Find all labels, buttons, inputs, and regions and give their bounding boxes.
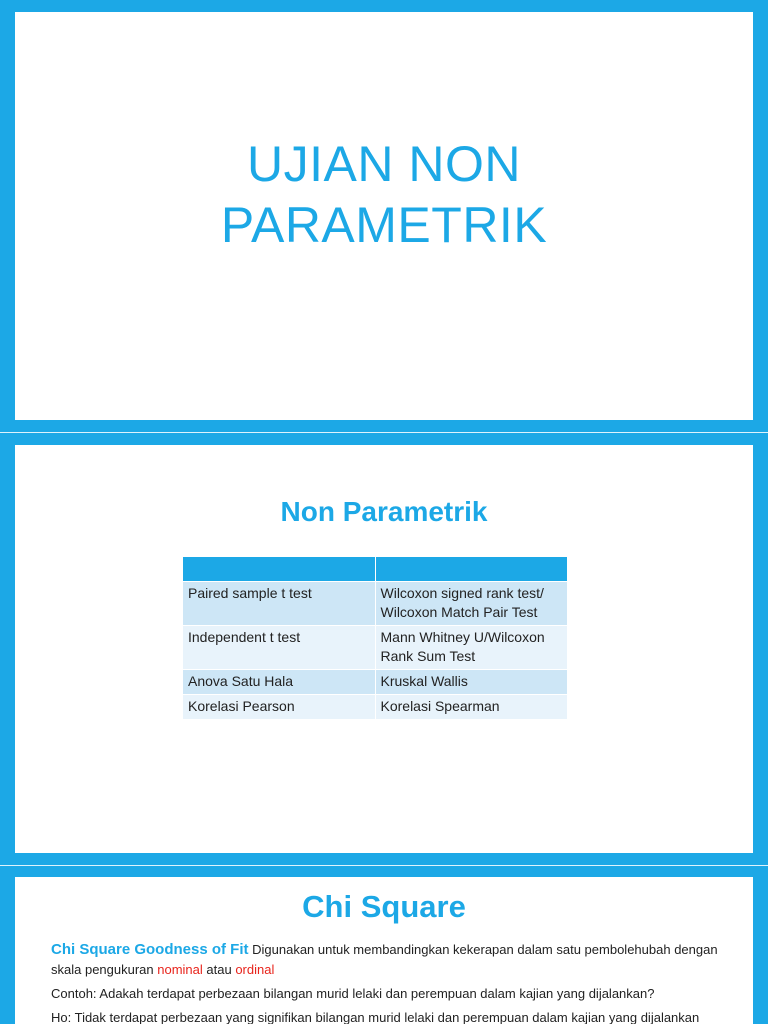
cell-line: Wilcoxon signed rank test/ <box>380 584 544 601</box>
presentation-title <box>15 134 753 256</box>
table-header-cell <box>375 557 567 581</box>
example-paragraph: Contoh: Adakah terdapat perbezaan bilangan murid lelaki dan perempuan dalam kajian yang dijalankan? <box>51 986 655 1001</box>
comparison-table <box>183 557 567 719</box>
slide-separator <box>0 865 768 866</box>
hypothesis-paragraph: Ho: Tidak terdapat perbezaan yang signifikan bilangan murid lelaki dan perempuan dalam kajian yang dijalankan <box>51 1010 700 1024</box>
parametric-test-cell: Independent t test <box>183 625 375 669</box>
slide-non-parametrik[interactable] <box>15 445 753 853</box>
table-header-row <box>183 557 567 581</box>
cell-line: Rank Sum Test <box>380 647 476 664</box>
cell-line: Wilcoxon Match Pair Test <box>380 603 538 620</box>
slide-separator <box>0 432 768 433</box>
parametric-test-cell: Korelasi Pearson <box>183 694 375 719</box>
slide-heading: Non Parametrik <box>280 496 488 527</box>
table-header-cell <box>183 557 375 581</box>
parametric-test-cell: Anova Satu Hala <box>183 669 375 694</box>
definition-text: Digunakan untuk membandingkan kekerapan dalam satu pembolehubah dengan skala pengukuran <box>51 942 718 977</box>
slide-title[interactable] <box>15 12 753 420</box>
connector-text: atau <box>202 962 236 977</box>
title-line-1: UJIAN NON <box>247 136 521 192</box>
scale-ordinal: ordinal <box>235 962 275 977</box>
cell-line: Mann Whitney U/Wilcoxon <box>380 628 545 645</box>
definition-paragraph <box>51 940 731 980</box>
slide-body <box>51 940 731 1024</box>
table-row <box>183 625 567 669</box>
non-parametric-test-cell <box>375 581 567 625</box>
scale-nominal: nominal <box>157 962 203 977</box>
slide-heading: Chi Square <box>302 889 466 924</box>
parametric-test-cell: Paired sample t test <box>183 581 375 625</box>
title-line-2: PARAMETRIK <box>220 197 548 253</box>
table-row <box>183 581 567 625</box>
non-parametric-test-cell: Kruskal Wallis <box>375 669 567 694</box>
table-row <box>183 694 567 719</box>
table-row <box>183 669 567 694</box>
non-parametric-test-cell: Korelasi Spearman <box>375 694 567 719</box>
non-parametric-test-cell <box>375 625 567 669</box>
term-highlight: Chi Square Goodness of Fit <box>51 941 249 958</box>
slide-chi-square[interactable] <box>15 877 753 1024</box>
